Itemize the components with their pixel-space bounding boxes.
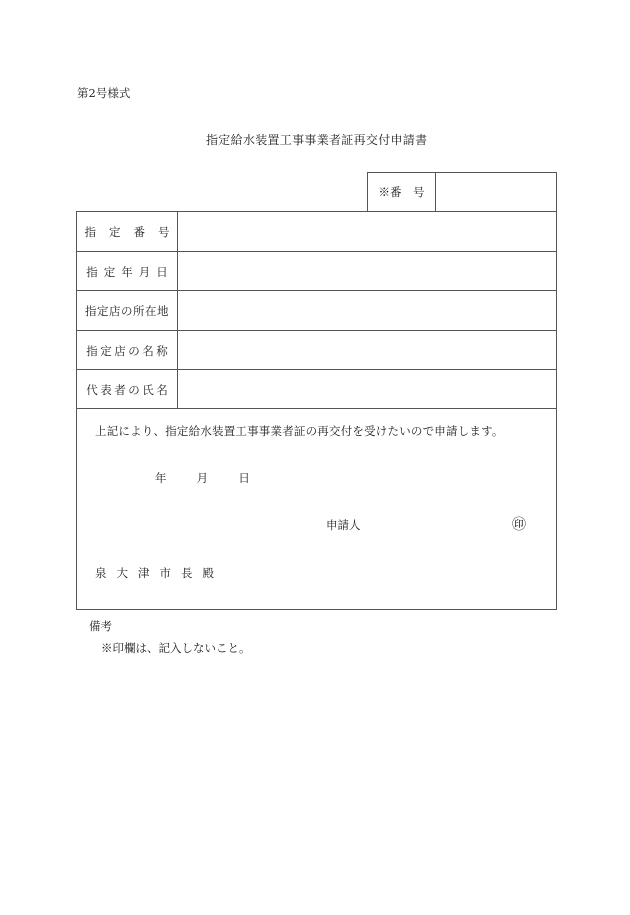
remarks-note: ※印欄は、記入しないこと。 — [101, 641, 251, 655]
store-name-field[interactable] — [178, 331, 556, 370]
day-label: 日 — [238, 471, 250, 485]
year-label: 年 — [155, 471, 167, 485]
declaration-statement: 上記により、指定給水装置工事事業者証の再交付を受けたいので申請します。 — [95, 424, 504, 438]
month-label: 月 — [196, 471, 209, 485]
applicant-label: 申請人 — [326, 518, 361, 532]
designation-date-label: 指定年月日 — [86, 264, 174, 279]
designation-number-label: 指定番号 — [84, 224, 183, 239]
addressee: 泉大津市長殿 — [95, 566, 224, 580]
document-title: 指定給水装置工事事業者証再交付申請書 — [206, 133, 428, 147]
store-address-field[interactable] — [178, 291, 556, 330]
application-date[interactable] — [155, 470, 250, 486]
office-number-label: ※番 号 — [378, 185, 425, 199]
form-number: 第2号様式 — [77, 86, 131, 100]
store-address-label: 指定店の所在地 — [85, 303, 169, 318]
remarks-title: 備考 — [89, 619, 112, 633]
seal-icon: ㊞ — [512, 517, 526, 533]
office-number-field[interactable] — [436, 173, 556, 211]
representative-name-label: 代表者の氏名 — [86, 382, 171, 397]
representative-name-field[interactable] — [178, 370, 556, 409]
designation-date-field[interactable] — [178, 252, 556, 291]
designation-number-field[interactable] — [178, 212, 556, 251]
store-name-label: 指定店の名称 — [86, 343, 171, 358]
